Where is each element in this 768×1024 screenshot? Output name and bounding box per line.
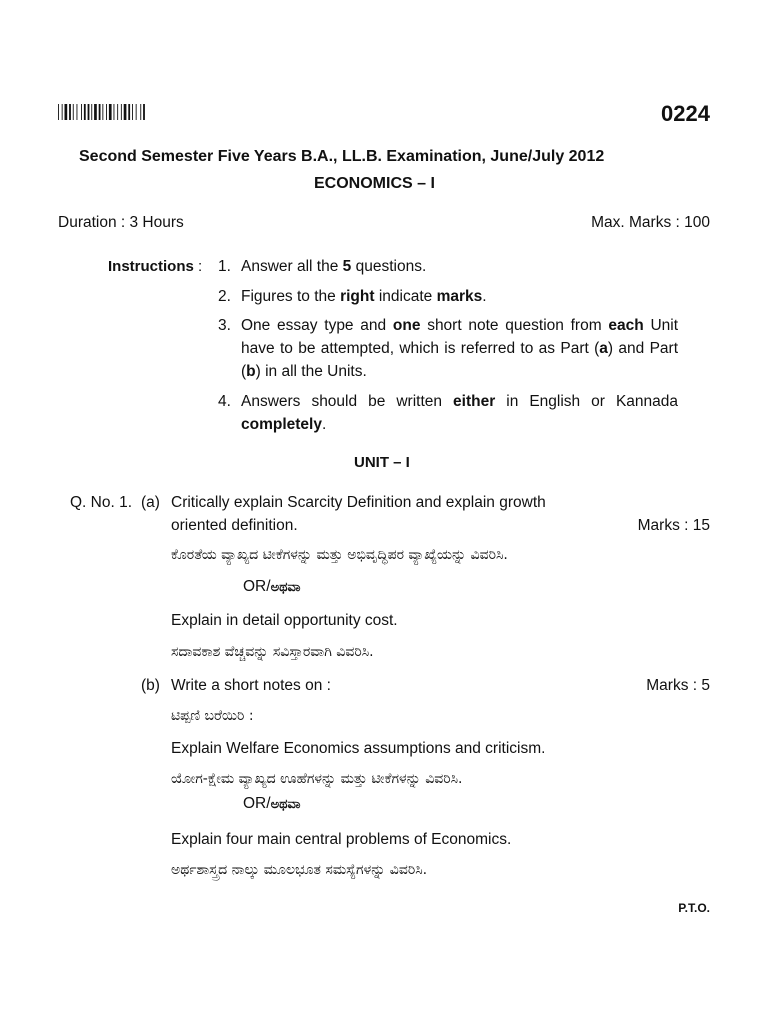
part-b-item-1-kannada: ಯೋಗ-ಕ್ಷೇಮ ವ್ಯಾಖ್ಯದ ಊಹೆಗಳನ್ನು ಮತ್ತು ಟೀಕೆಗಳನ್ನು ವಿವರಿಸಿ. [171, 771, 463, 787]
barcode-bar [94, 104, 97, 120]
barcode-bar [62, 104, 63, 120]
instruction-3-text: ) and Part ( [241, 340, 679, 380]
or-separator-2 [243, 795, 300, 813]
instruction-4-bold: either [453, 393, 496, 410]
instructions-colon: : [198, 258, 203, 275]
part-b-item-1: Explain Welfare Economics assumptions and criticism. [171, 740, 546, 757]
instruction-3-bold: b [246, 363, 256, 380]
instruction-num-1: 1. [218, 258, 231, 275]
barcode-bar [143, 104, 145, 120]
barcode-bar [77, 104, 78, 120]
barcode-bar [81, 104, 82, 120]
instruction-4-text: in English or Kannada [495, 393, 679, 410]
instruction-2-text: . [482, 288, 487, 305]
or-kannada: ಅಥವಾ [270, 797, 301, 812]
part-a-alternative: Explain in detail opportunity cost. [171, 612, 398, 629]
duration: Duration : 3 Hours [58, 214, 184, 231]
or-label: OR/ [243, 795, 271, 812]
instruction-3-text: ) in all the Units. [255, 363, 367, 380]
paper-code: 0224 [661, 101, 710, 126]
barcode-bar [117, 104, 118, 120]
unit-heading: UNIT – I [354, 454, 410, 471]
barcode [58, 104, 146, 120]
barcode-bar [65, 104, 68, 120]
barcode-bar [128, 104, 130, 120]
instruction-3-text: Unit have to be attempted, which is referred to as Part ( [241, 317, 679, 357]
instruction-3-text: One essay type and [241, 317, 393, 334]
question-number: Q. No. 1. [70, 494, 133, 511]
part-a-marks: Marks : 15 [637, 517, 710, 534]
part-a-question-line2: oriented definition. [171, 517, 298, 534]
instruction-num-4: 4. [218, 393, 231, 410]
instruction-3-bold: one [392, 317, 421, 334]
instruction-1-bold: 5 [342, 258, 352, 275]
instruction-1-text: questions. [351, 258, 427, 275]
instruction-4-bold: completely [241, 416, 322, 433]
barcode-bar [106, 104, 107, 120]
instruction-2-bold: marks [436, 288, 483, 305]
instruction-num-3: 3. [218, 317, 231, 334]
instruction-2 [241, 285, 678, 308]
instructions-heading: Instructions [108, 258, 194, 275]
barcode-bar [58, 104, 59, 120]
part-b-item-2: Explain four main central problems of Economics. [171, 831, 512, 848]
barcode-bar [91, 104, 92, 120]
or-separator-1 [243, 578, 300, 596]
barcode-bar [124, 104, 127, 120]
part-a-label: (a) [141, 494, 160, 511]
instruction-2-text: Figures to the [241, 288, 341, 305]
part-b-item-2-kannada: ಅರ್ಥಶಾಸ್ತ್ರದ ನಾಲ್ಕು ಮೂಲಭೂತ ಸಮಸ್ಯೆಗಳನ್ನು ವಿವರಿಸಿ. [171, 862, 428, 878]
instruction-2-text: indicate [374, 288, 437, 305]
barcode-bar [88, 104, 90, 120]
part-b-kannada: ಟಿಪ್ಪಣಿ ಬರೆಯಿರಿ : [171, 708, 254, 724]
page-turn-marker: P.T.O. [678, 901, 710, 915]
exam-title: Second Semester Five Years B.A., LL.B. Examination, June/July 2012 [79, 148, 605, 165]
barcode-bar [84, 104, 86, 120]
barcode-bar [99, 104, 101, 120]
part-b-question: Write a short notes on : [171, 677, 331, 694]
barcode-bar [114, 104, 115, 120]
barcode-bar [121, 104, 122, 120]
barcode-bar [136, 104, 137, 120]
barcode-bar [69, 104, 71, 120]
part-b-marks: Marks : 5 [646, 677, 710, 694]
barcode-bar [132, 104, 133, 120]
instruction-4-text: . [321, 416, 327, 433]
instruction-2-bold: right [340, 288, 375, 305]
part-a-alternative-kannada: ಸದಾವಕಾಶ ವೆಚ್ಚವನ್ನು ಸವಿಸ್ತಾರವಾಗಿ ವಿವರಿಸಿ. [171, 644, 374, 660]
instruction-3-text: short note question from [420, 317, 609, 334]
part-a-kannada: ಕೊರತೆಯ ವ್ಯಾಖ್ಯದ ಟೀಕೆಗಳನ್ನು ಮತ್ತು ಅಭಿವೃದ್ಧಿಪರ ವ್ಯಾಖ್ಯೆಯನ್ನು ವಿವರಿಸಿ. [171, 547, 508, 563]
or-label: OR/ [243, 578, 271, 595]
instruction-4-text: Answers should be written [241, 393, 454, 410]
instruction-3 [241, 314, 678, 383]
instruction-4 [241, 390, 678, 436]
barcode-bar [140, 104, 141, 120]
part-a-question-line1: Critically explain Scarcity Definition and explain growth [171, 494, 546, 511]
instruction-1 [241, 255, 678, 278]
barcode-bar [102, 104, 103, 120]
part-b-label: (b) [141, 677, 160, 694]
instruction-1-text: Answer all the [241, 258, 343, 275]
max-marks: Max. Marks : 100 [591, 214, 710, 231]
instruction-num-2: 2. [218, 288, 231, 305]
instructions-label [108, 258, 202, 275]
barcode-bar [73, 104, 74, 120]
or-kannada: ಅಥವಾ [270, 580, 301, 595]
instruction-3-bold: a [599, 340, 608, 357]
subject-title: ECONOMICS – I [314, 175, 435, 192]
instruction-3-bold: each [608, 317, 644, 334]
barcode-bar [109, 104, 112, 120]
